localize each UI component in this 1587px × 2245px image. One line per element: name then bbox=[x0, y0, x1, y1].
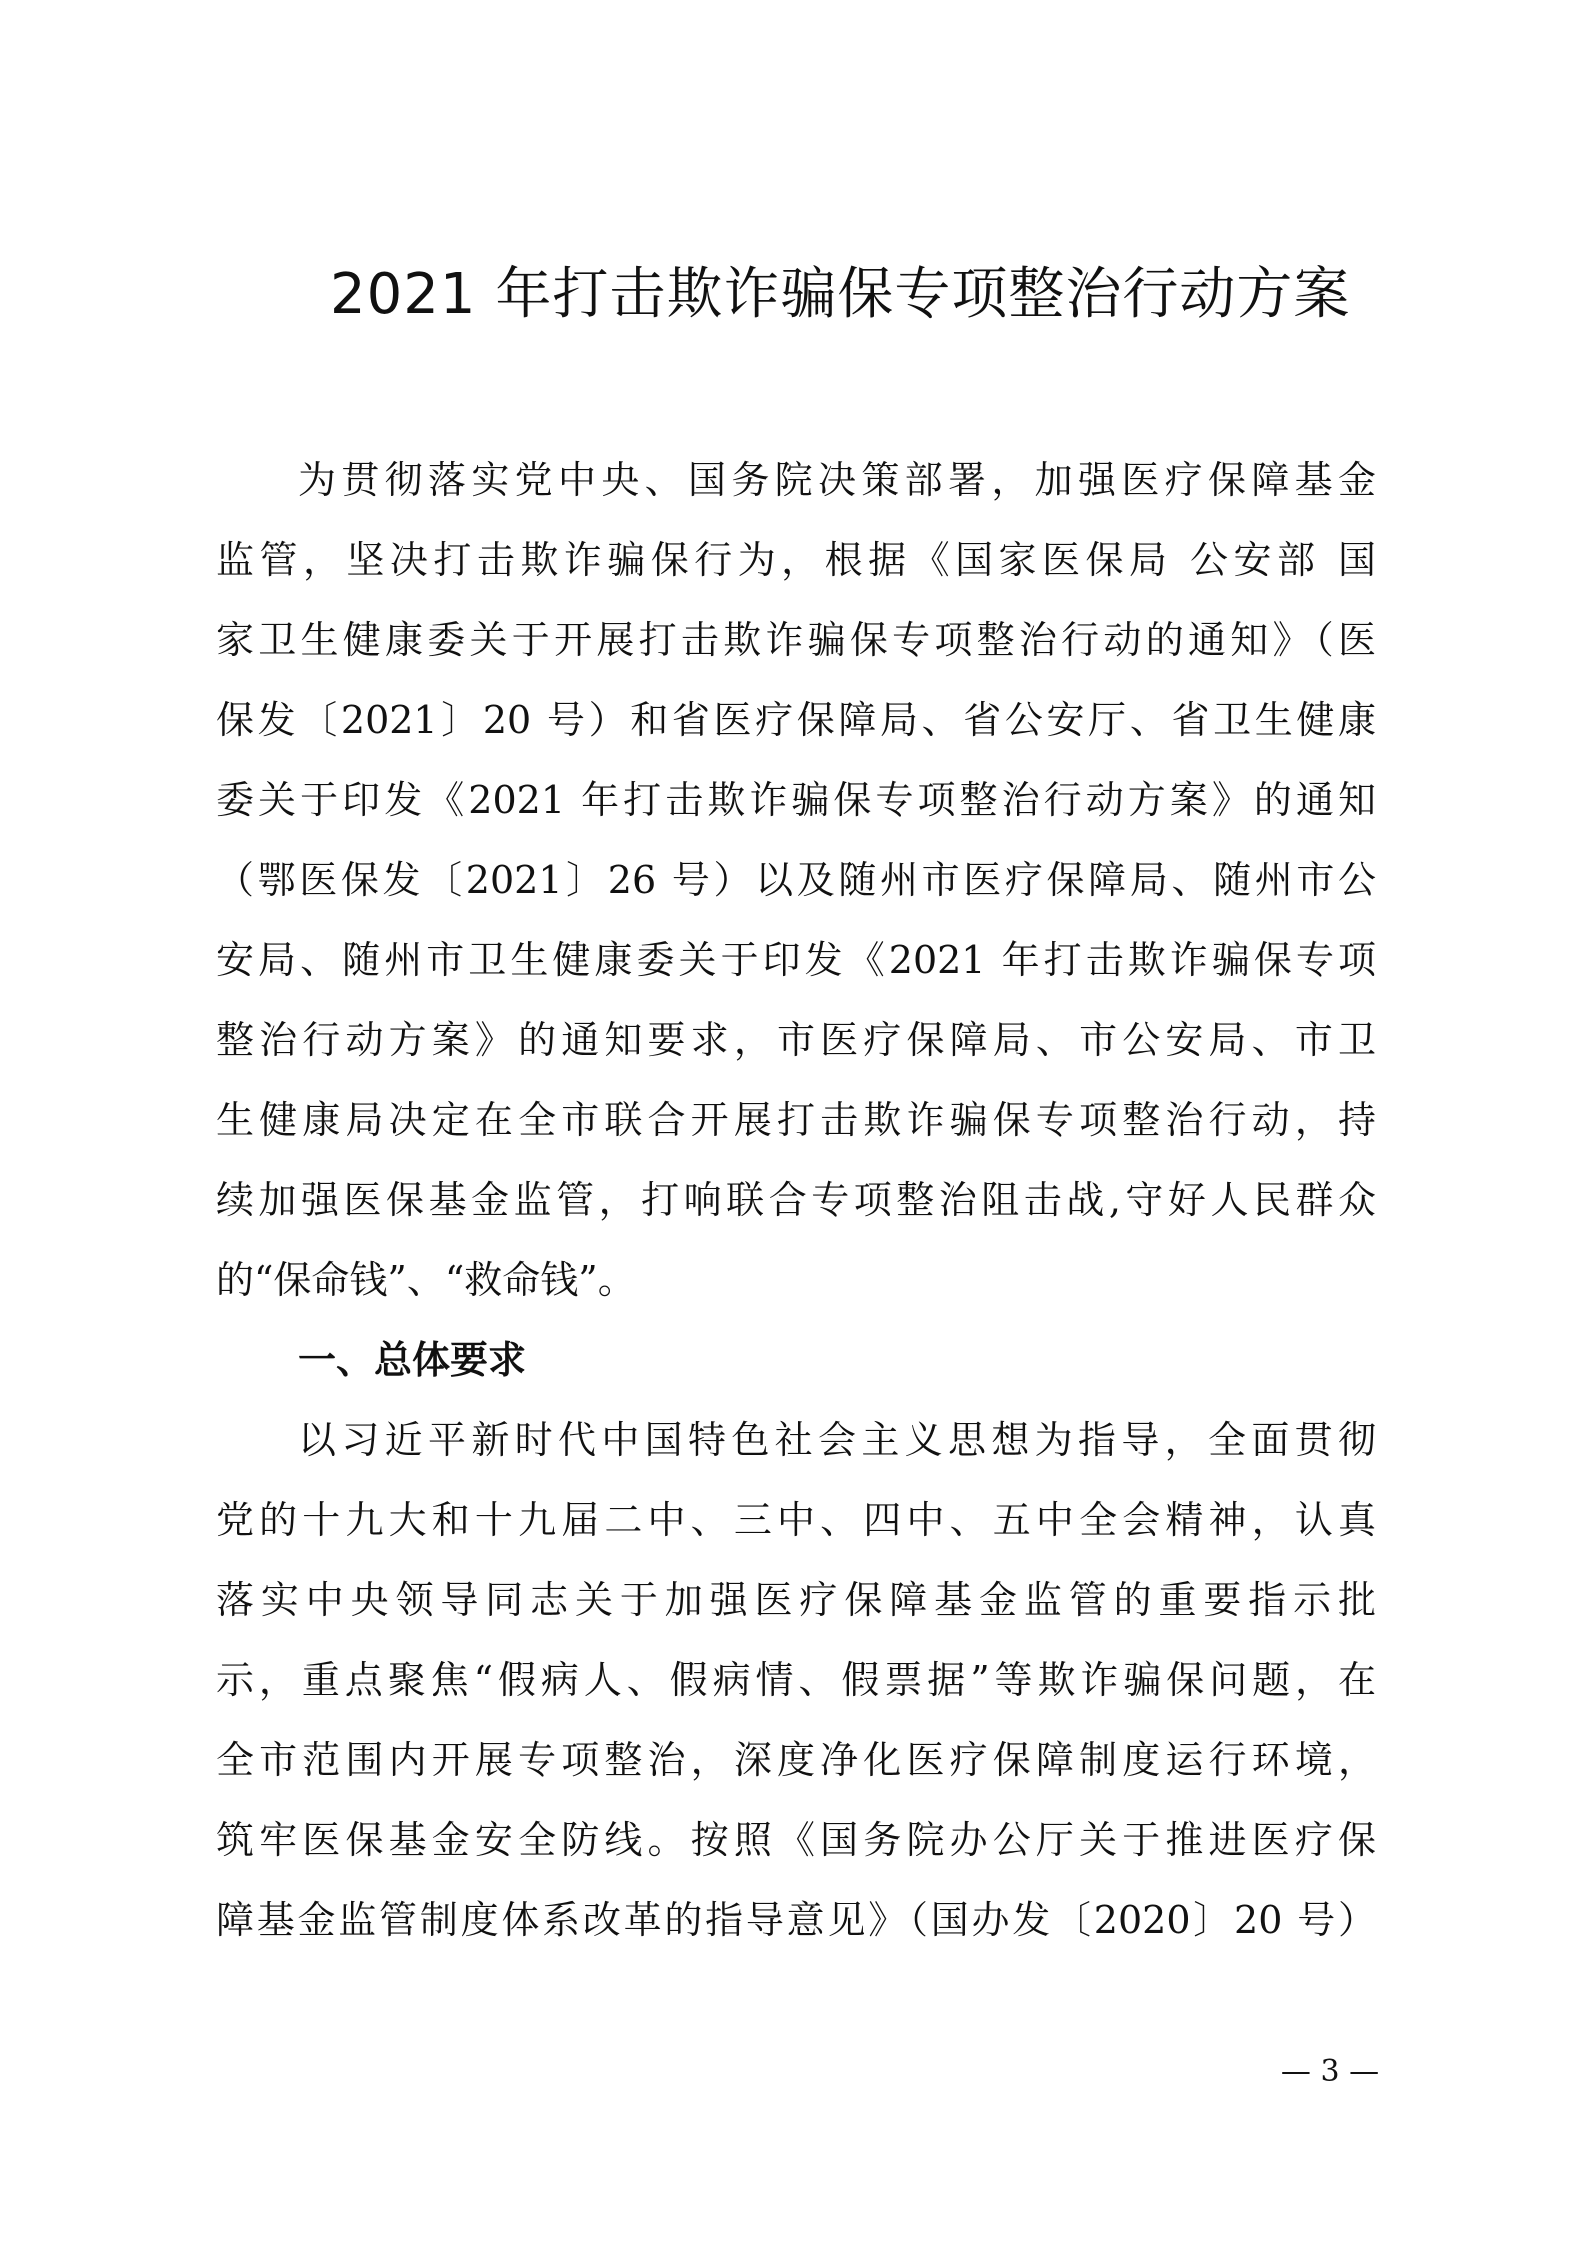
paragraph-line: 落实中央领导同志关于加强医疗保障基金监管的重要指示批 bbox=[216, 1578, 1376, 1622]
paragraph-line: 家卫生健康委关于开展打击欺诈骗保专项整治行动的通知》（医 bbox=[216, 618, 1376, 662]
paragraph-line: 示，重点聚焦“假病人、假病情、假票据”等欺诈骗保问题，在 bbox=[216, 1658, 1376, 1702]
paragraph-line: 整治行动方案》的通知要求，市医疗保障局、市公安局、市卫 bbox=[216, 1018, 1376, 1062]
paragraph-line: 监管，坚决打击欺诈骗保行为，根据《国家医保局 公安部 国 bbox=[216, 538, 1376, 582]
paragraph-line: 以习近平新时代中国特色社会主义思想为指导，全面贯彻 bbox=[298, 1418, 1376, 1462]
paragraph-line: 的“保命钱”、“救命钱”。 bbox=[216, 1258, 636, 1302]
paragraph-line: 筑牢医保基金安全防线。按照《国务院办公厅关于推进医疗保 bbox=[216, 1818, 1376, 1862]
paragraph-line: 生健康局决定在全市联合开展打击欺诈骗保专项整治行动，持 bbox=[216, 1098, 1376, 1142]
paragraph-line: 保发〔2021〕20 号）和省医疗保障局、省公安厅、省卫生健康 bbox=[216, 698, 1376, 742]
paragraph-line: 为贯彻落实党中央、国务院决策部署，加强医疗保障基金 bbox=[298, 458, 1376, 502]
paragraph-line: 全市范围内开展专项整治，深度净化医疗保障制度运行环境， bbox=[216, 1738, 1376, 1782]
paragraph-line: 续加强医保基金监管，打响联合专项整治阻击战,守好人民群众 bbox=[216, 1178, 1376, 1222]
paragraph-line: 安局、随州市卫生健康委关于印发《2021 年打击欺诈骗保专项 bbox=[216, 938, 1376, 982]
section-heading: 一、总体要求 bbox=[298, 1338, 527, 1382]
page-number: — 3 — bbox=[1280, 2054, 1380, 2089]
paragraph-line: 障基金监管制度体系改革的指导意见》（国办发〔2020〕20 号） bbox=[216, 1898, 1376, 1942]
paragraph-line: （鄂医保发〔2021〕26 号）以及随州市医疗保障局、随州市公 bbox=[216, 858, 1376, 902]
paragraph-line: 党的十九大和十九届二中、三中、四中、五中全会精神，认真 bbox=[216, 1498, 1376, 1542]
paragraph-line: 委关于印发《2021 年打击欺诈骗保专项整治行动方案》的通知 bbox=[216, 778, 1376, 822]
document-title: 2021 年打击欺诈骗保专项整治行动方案 bbox=[330, 262, 1351, 327]
